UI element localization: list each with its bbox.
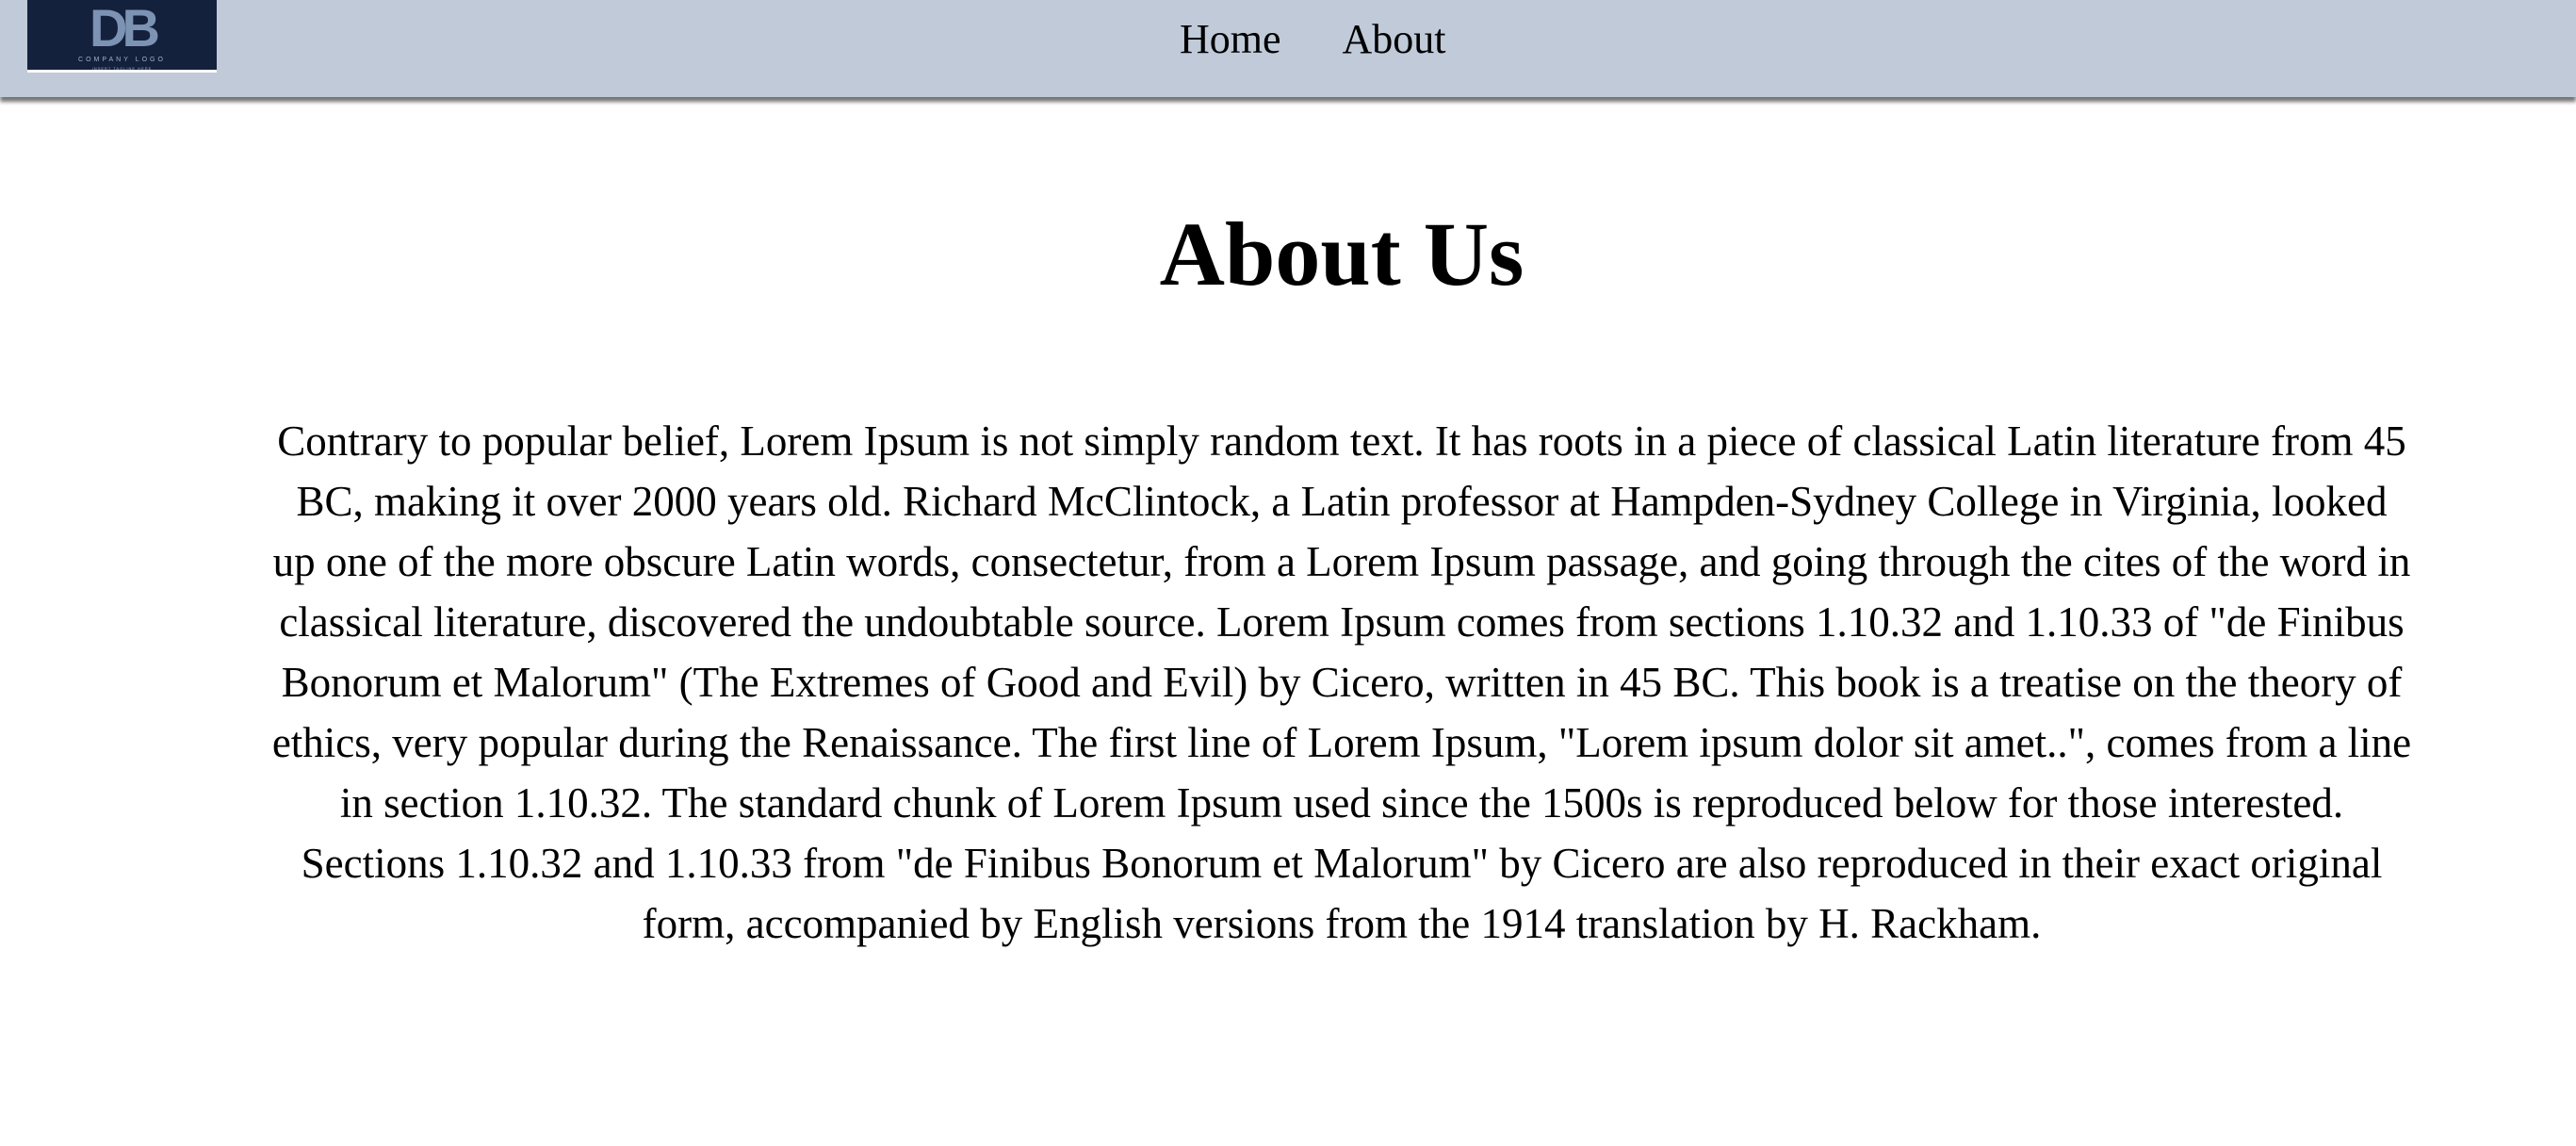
navbar <box>0 0 2576 97</box>
logo-name: COMPANY LOGO <box>78 57 166 63</box>
logo-tagline: INSERT TAGLINE HERE <box>91 66 153 71</box>
nav-about-link[interactable]: About <box>1342 16 1446 62</box>
page-title: About Us <box>1159 204 1524 304</box>
nav-home-link[interactable]: Home <box>1180 16 1281 62</box>
about-paragraph: Contrary to popular belief, Lorem Ipsum is not simply random text. It has roots in a piece of classical Latin literature from 45 BC, making it over 2000 years old. Richard McClintock, a Latin professor at Hampden-Sydney College in Virginia, looked up one of the more obscure Latin words, consectetur, from a Lorem Ipsum passage, and going through the cites of the word in classical literature, discovered the undoubtable source. Lorem Ipsum comes from sections 1.10.32 and 1.10.33 of "de Finibus Bonorum et Malorum" (The Extremes of Good and Evil) by Cicero, written in 45 BC. This book is a treatise on the theory of ethics, very popular during the Renaissance. The first line of Lorem Ipsum, "Lorem ipsum dolor sit amet..", comes from a line in section 1.10.32. The standard chunk of Lorem Ipsum used since the 1500s is reproduced below for those interested. Sections 1.10.32 and 1.10.33 from "de Finibus Bonorum et Malorum" by Cicero are also reproduced in their exact original form, accompanied by English versions from the 1914 translation by H. Rackham. <box>271 417 2412 947</box>
company-logo[interactable] <box>27 0 217 73</box>
logo-mark: DB <box>90 0 155 57</box>
main-nav <box>1180 11 1446 68</box>
